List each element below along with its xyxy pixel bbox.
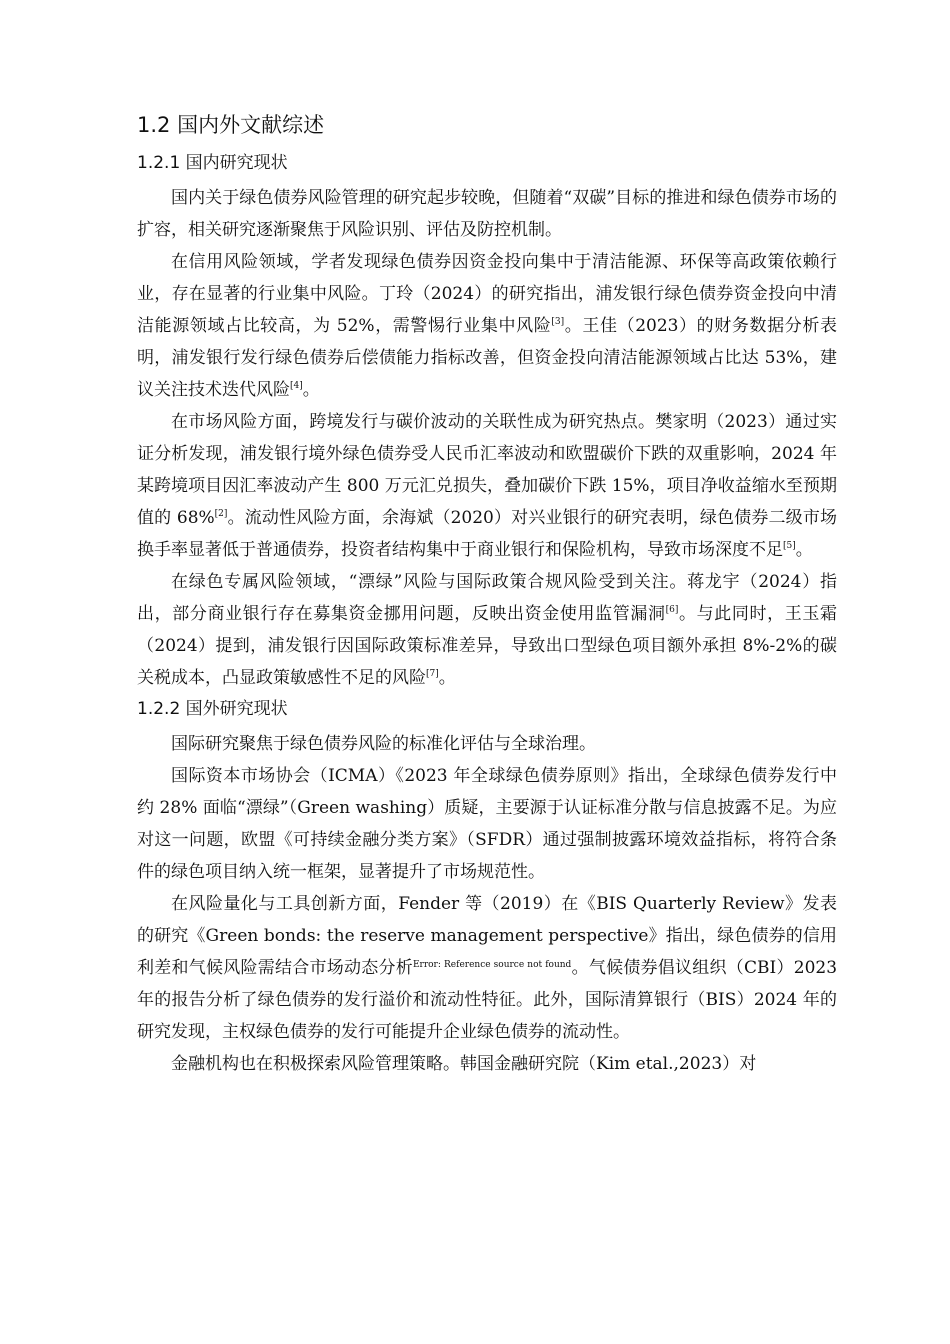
paragraph: 金融机构也在积极探索风险管理策略。韩国金融研究院（Kim etal.,2023）对 [171, 1054, 757, 1074]
citation-ref[interactable]: [3] [551, 317, 565, 327]
section-title: 1.2 国内外文献综述 [137, 113, 325, 137]
citation-ref[interactable]: [4] [290, 381, 303, 391]
paragraph: 在信用风险领域，学者发现绿色债券因资金投向集中于清洁能源、环保等高政策依赖行业，存在显著的行业集中风险。丁玲（2024）的研究指出，浦发银行绿色债券资金投向中清洁能源领域占比较高，为 52%，需警惕行业集中风险[3]。王佳（2023）的财务数据分析表明，浦发银行发行绿色债券后偿债能力指标改善，但资金投向清洁能源领域占比达 53%，建议关注技术迭代风险[4]。 [137, 252, 837, 400]
paragraph: 国际研究聚焦于绿色债券风险的标准化评估与全球治理。 [171, 734, 596, 754]
page-content [137, 110, 837, 1080]
paragraph: 国内关于绿色债券风险管理的研究起步较晚，但随着“双碳”目标的推进和绿色债券市场的扩容，相关研究逐渐聚焦于风险识别、评估及防控机制。 [137, 188, 837, 240]
paragraph: 国际资本市场协会（ICMA）《2023 年全球绿色债券原则》指出，全球绿色债券发行中约 28% 面临“漂绿”（Green washing）质疑，主要源于认证标准分散与信息披露不足。为应对这一问题，欧盟《可持续金融分类方案》（SFDR）通过强制披露环境效益指标，将符合条件的绿色项目纳入统一框架，显著提升了市场规范性。 [137, 766, 837, 882]
subsection-heading-domestic: 1.2.1 国内研究现状 [137, 153, 288, 173]
paragraph: 在市场风险方面，跨境发行与碳价波动的关联性成为研究热点。樊家明（2023）通过实证分析发现，浦发银行境外绿色债券受人民币汇率波动和欧盟碳价下跌的双重影响，2024 年某跨境项目因汇率波动产生 800 万元汇兑损失，叠加碳价下跌 15%，项目净收益缩水至预期值的 68%[2]。流动性风险方面，余海斌（2020）对兴业银行的研究表明，绿色债券二级市场换手率显著低于普通债券，投资者结构集中于商业银行和保险机构，导致市场深度不足[5]。 [137, 412, 837, 560]
citation-ref[interactable]: [2] [214, 509, 228, 519]
paragraph: 在风险量化与工具创新方面，Fender 等（2019）在《BIS Quarterly Review》发表的研究《Green bonds: the reserve management perspective》指出，绿色债券的信用利差和气候风险需结合市场动态分析$^{Error: Reference source not found}$。气候债券倡议组织（CBI）2023 年的报告分析了绿色债券的发行溢价和流动性特征。此外，国际清算银行（BIS）2024 年的研究发现，主权绿色债券的发行可能提升企业绿色债券的流动性。 [137, 894, 838, 1042]
citation-ref[interactable]: [7] [426, 669, 439, 679]
subsection-heading-foreign: 1.2.2 国外研究现状 [137, 699, 288, 719]
citation-ref[interactable]: [6] [665, 605, 679, 615]
citation-ref[interactable]: [5] [783, 541, 796, 551]
paragraph: 在绿色专属风险领域，“漂绿”风险与国际政策合规风险受到关注。蒋龙宇（2024）指出，部分商业银行存在募集资金挪用问题，反映出资金使用监管漏洞[6]。与此同时，王玉霜（2024）提到，浦发银行因国际政策标准差异，导致出口型绿色项目额外承担 8%-2%的碳关税成本，凸显政策敏感性不足的风险[7]。 [137, 572, 838, 688]
reference-error-note: Error: Reference source not found [412, 960, 572, 970]
